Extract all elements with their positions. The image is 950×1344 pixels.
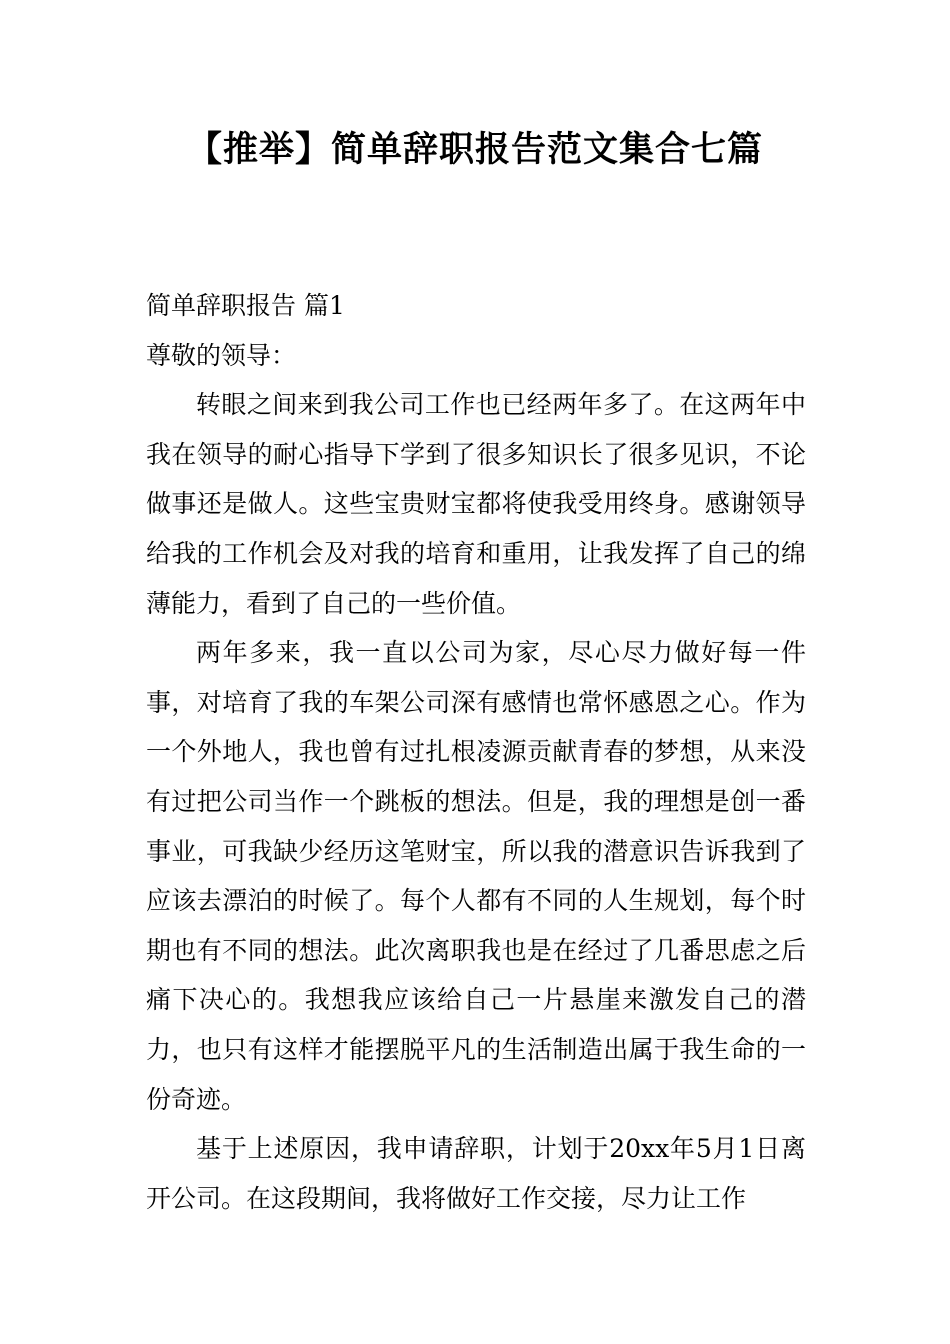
paragraph-1: 转眼之间来到我公司工作也已经两年多了。在这两年中我在领导的耐心指导下学到了很多知识长了很多见识，不论做事还是做人。这些宝贵财宝都将使我受用终身。感谢领导给我的工作机会及对我的培育和重用，让我发挥了自己的绵薄能力，看到了自己的一些价值。 xyxy=(146,390,806,618)
salutation: 尊敬的领导： xyxy=(146,340,297,370)
section-heading: 简单辞职报告 篇1 xyxy=(146,291,345,320)
paragraph-2: 两年多来，我一直以公司为家，尽心尽力做好每一件事，对培育了我的车架公司深有感情也常怀感恩之心。作为一个外地人，我也曾有过扎根凌源贡献青春的梦想，从来没有过把公司当作一个跳板的想法。但是，我的理想是创一番事业，可我缺少经历这笔财宝，所以我的潜意识告诉我到了应该去漂泊的时候了。每个人都有不同的人生规划，每个时期也有不同的想法。此次离职我也是在经过了几番思虑之后痛下决心的。我想我应该给自己一片悬崖来激发自己的潜力，也只有这样才能摆脱平凡的生活制造出属于我生命的一份奇迹。 xyxy=(146,638,806,1114)
paragraph-3: 基于上述原因，我申请辞职，计划于20xx年5月1日离开公司。在这段期间，我将做好工作交接，尽力让工作 xyxy=(146,1134,806,1213)
document-title: 【推举】简单辞职报告范文集合七篇 xyxy=(186,130,763,170)
document-body xyxy=(146,281,806,1223)
